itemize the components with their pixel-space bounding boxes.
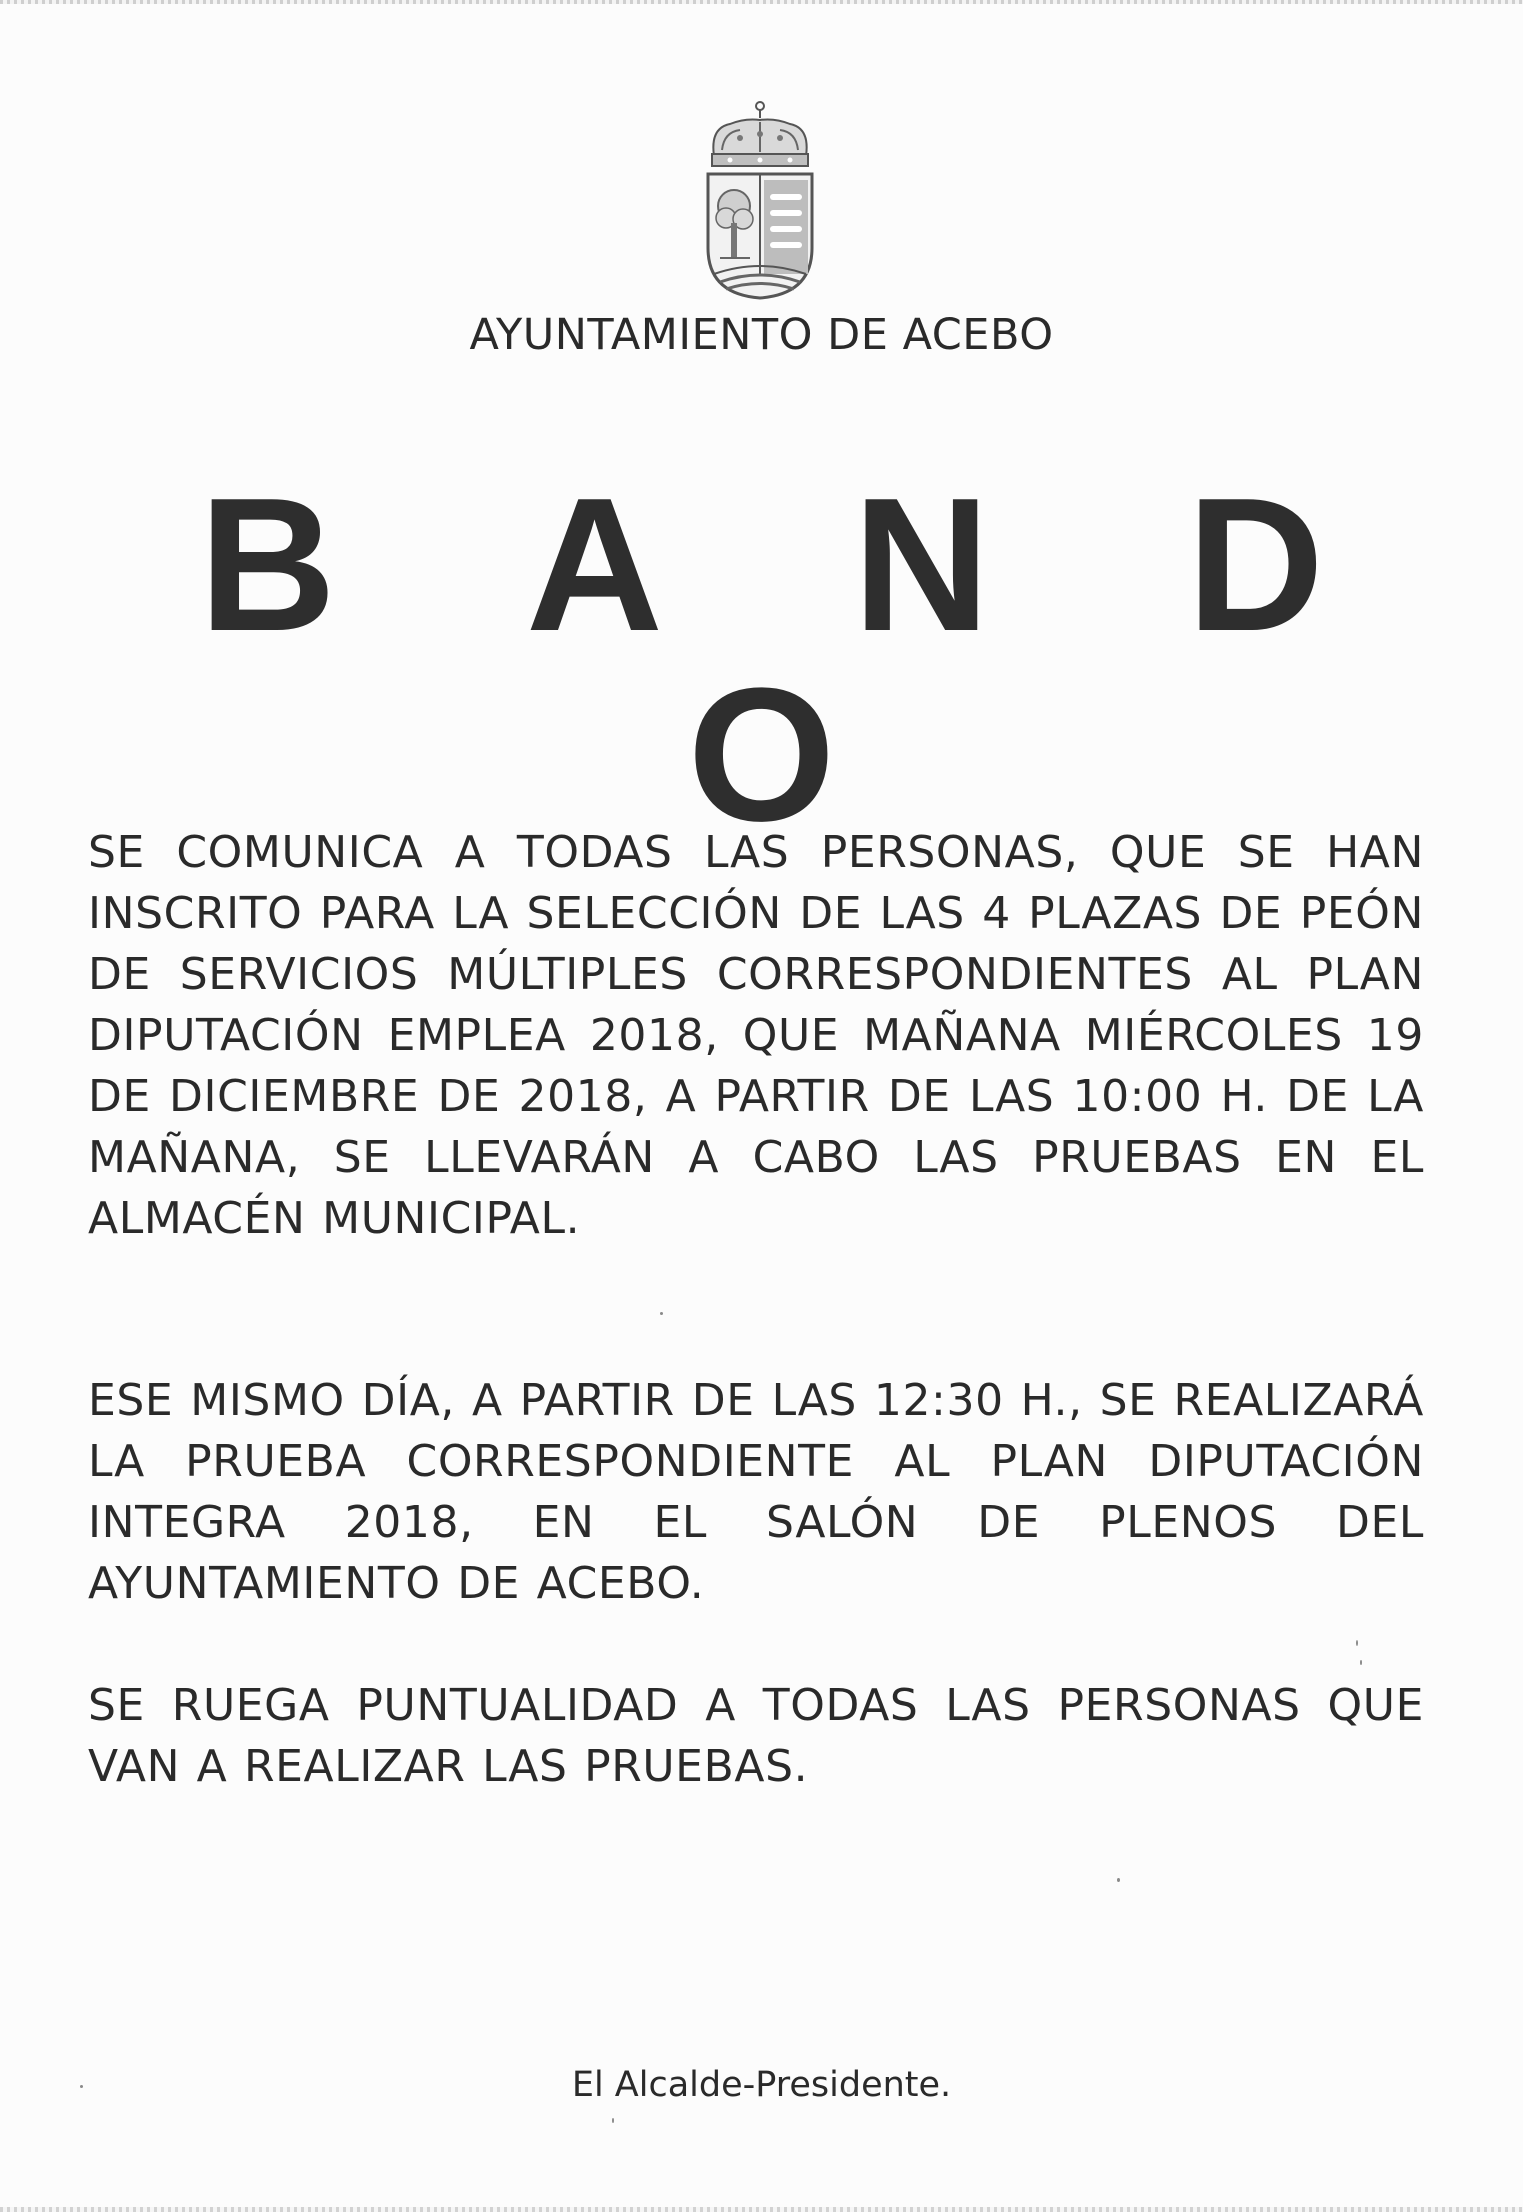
notice-paragraph-3: SE RUEGA PUNTUALIDAD A TODAS LAS PERSONAS QUE VAN A REALIZAR LAS PRUEBAS. [88, 1680, 1424, 1792]
notice-title: B A N D O [198, 459, 1397, 861]
municipal-coat-of-arms-icon [700, 98, 820, 303]
scan-speck [80, 2085, 83, 2088]
organization-name: AYUNTAMIENTO DE ACEBO [469, 310, 1054, 360]
scan-speck [612, 2118, 614, 2123]
notice-paragraph-2: ESE MISMO DÍA, A PARTIR DE LAS 12:30 H., SE REALIZARÁ LA PRUEBA CORRESPONDIENTE AL PLAN DIPUTACIÓN INTEGRA 2018, EN EL SALÓN DE PLENOS DEL AYUNTAMIENTO DE ACEBO. [88, 1375, 1424, 1609]
scan-speck [1117, 1878, 1120, 1882]
scan-edge-top [0, 0, 1523, 4]
scan-edge-bottom [0, 2207, 1523, 2212]
scan-speck [1356, 1640, 1358, 1646]
notice-paragraph-1: SE COMUNICA A TODAS LAS PERSONAS, QUE SE HAN INSCRITO PARA LA SELECCIÓN DE LAS 4 PLAZAS DE PEÓN DE SERVICIOS MÚLTIPLES CORRESPONDIENTES AL PLAN DIPUTACIÓN EMPLEA 2018, QUE MAÑANA MIÉRCOLES 19 DE DICIEMBRE DE 2018, A PARTIR DE LAS 10:00 H. DE LA MAÑANA, SE LLEVARÁN A CABO LAS PRUEBAS EN EL ALMACÉN MUNICIPAL. [88, 827, 1424, 1244]
scan-speck [660, 1312, 663, 1315]
scan-speck [1360, 1660, 1362, 1665]
signature-line: El Alcalde-Presidente. [571, 2065, 952, 2105]
